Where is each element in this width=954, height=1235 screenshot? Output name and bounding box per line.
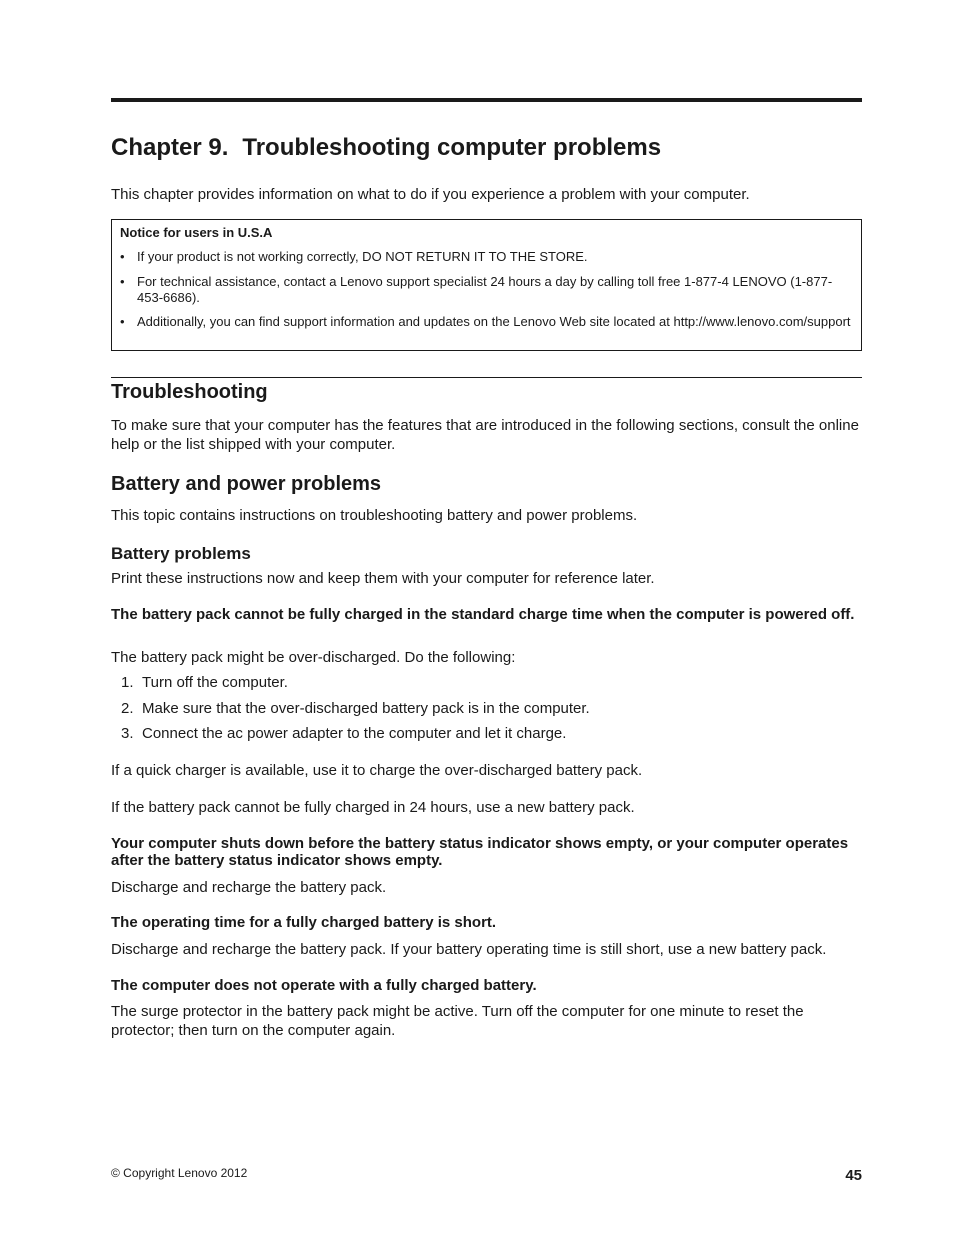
issue-title: The computer does not operate with a fully charged battery.	[111, 977, 537, 994]
battery-power-body: This topic contains instructions on troubleshooting battery and power problems.	[111, 507, 638, 524]
bullet-icon: •	[120, 314, 125, 329]
step-text: Turn off the computer.	[142, 674, 288, 691]
battery-power-heading: Battery and power problems	[111, 473, 382, 495]
step-text: Make sure that the over-discharged battery pack is in the computer.	[142, 700, 590, 717]
issue-body: The surge protector in the battery pack might be active. Turn off the computer for one minute to reset the protector; then turn on the computer again.	[111, 1003, 804, 1039]
issue-body: Discharge and recharge the battery pack. If your battery operating time is still short, use a new battery pack.	[111, 941, 827, 958]
notice-item-text: Additionally, you can find support information and updates on the Lenovo Web site located at http://www.lenovo.com/support	[137, 314, 851, 329]
chapter-title-text: Troubleshooting computer problems	[242, 134, 662, 161]
battery-problems-heading: Battery problems	[111, 544, 251, 563]
troubleshooting-body: To make sure that your computer has the features that are introduced in the following sections, consult the online help or the list shipped with your computer.	[111, 417, 859, 453]
issue-note: If a quick charger is available, use it to charge the over-discharged battery pack.	[111, 762, 643, 779]
top-rule	[111, 98, 862, 102]
step-text: Connect the ac power adapter to the computer and let it charge.	[142, 725, 567, 742]
chapter-intro: This chapter provides information on what to do if you experience a problem with your computer.	[111, 186, 750, 203]
step-number: 2.	[121, 700, 134, 717]
battery-problems-intro: Print these instructions now and keep them with your computer for reference later.	[111, 570, 655, 587]
step-number: 1.	[121, 674, 134, 691]
issue-note: If the battery pack cannot be fully charged in 24 hours, use a new battery pack.	[111, 799, 635, 816]
notice-item-text: If your product is not working correctly, DO NOT RETURN IT TO THE STORE.	[137, 249, 588, 264]
page-number: 45	[845, 1167, 862, 1184]
troubleshooting-heading: Troubleshooting	[111, 381, 268, 403]
copyright: © Copyright Lenovo 2012	[111, 1166, 248, 1180]
issue-title: The operating time for a fully charged battery is short.	[111, 914, 497, 931]
notice-box	[111, 219, 862, 351]
chapter-title	[111, 134, 661, 162]
step-number: 3.	[121, 725, 134, 742]
issue-lead: The battery pack might be over-discharged. Do the following:	[111, 649, 516, 666]
issue-body: Discharge and recharge the battery pack.	[111, 879, 387, 896]
notice-item-text: For technical assistance, contact a Lenovo support specialist 24 hours a day by calling toll free 1-877-4 LENOVO (1-877-453-6686).	[137, 274, 833, 305]
bullet-icon: •	[120, 274, 125, 289]
chapter-number: Chapter 9.	[111, 134, 229, 161]
notice-title: Notice for users in U.S.A	[120, 225, 273, 240]
section-rule	[111, 377, 862, 378]
issue-title: The battery pack cannot be fully charged in the standard charge time when the computer is powered off.	[111, 606, 855, 623]
bullet-icon: •	[120, 249, 125, 264]
issue-title: Your computer shuts down before the battery status indicator shows empty, or your computer operates after the battery status indicator shows empty.	[111, 835, 849, 869]
